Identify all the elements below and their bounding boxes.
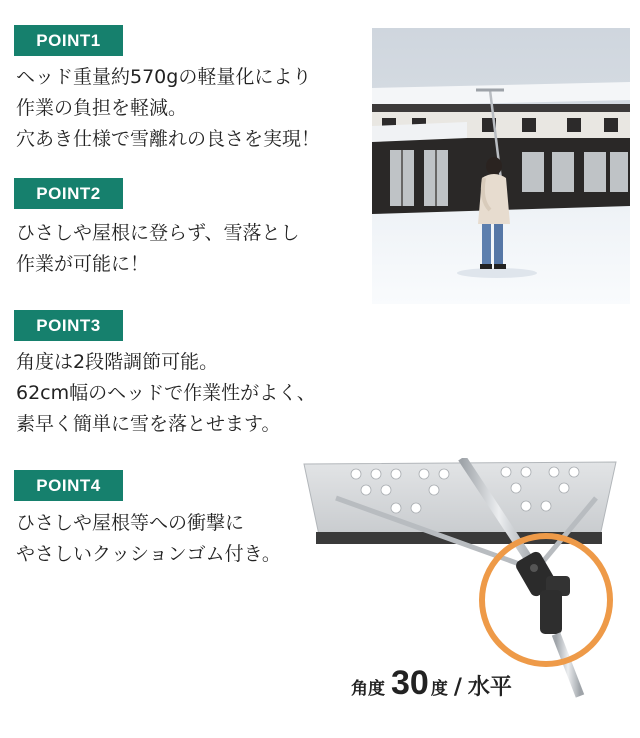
caption-prefix: 角度 <box>351 679 385 699</box>
point2-description <box>16 218 356 280</box>
point2-badge: POINT2 <box>14 178 123 209</box>
angle-joint <box>514 550 570 634</box>
snow-scene-illustration <box>372 28 630 304</box>
point4-line: ひさしや屋根等への衝撃に <box>16 512 245 534</box>
point3-line: 素早く簡単に雪を落とせます。 <box>16 413 281 435</box>
caption-angle-value: 30 <box>391 664 429 702</box>
point3-badge: POINT3 <box>14 310 123 341</box>
point1-badge: POINT1 <box>14 25 123 56</box>
point3-line: 62cm幅のヘッドで作業性がよく、 <box>16 382 316 404</box>
caption-unit: 度 <box>430 679 448 699</box>
point2-line: 作業が可能に！ <box>16 253 150 275</box>
point1-line: ヘッド重量約570gの軽量化により <box>16 66 312 88</box>
point1-line: 穴あき仕様で雪離れの良さを実現！ <box>16 128 321 150</box>
caption-suffix: 水平 <box>467 675 512 700</box>
point3-description <box>16 347 356 440</box>
point4-line: やさしいクッションゴム付き。 <box>16 543 281 565</box>
point4-badge: POINT4 <box>14 470 123 501</box>
snow-rake-illustration <box>296 458 640 698</box>
snow-rake-head-closeup <box>296 458 640 698</box>
snow-raking-photo <box>372 28 630 304</box>
point1-description <box>16 62 356 155</box>
point2-line: ひさしや屋根に登らず、雪落とし <box>16 222 300 244</box>
point1-line: 作業の負担を軽減。 <box>16 97 188 119</box>
caption-separator: / <box>453 675 462 700</box>
point3-line: 角度は2段階調節可能。 <box>16 351 219 373</box>
angle-caption <box>351 664 512 700</box>
